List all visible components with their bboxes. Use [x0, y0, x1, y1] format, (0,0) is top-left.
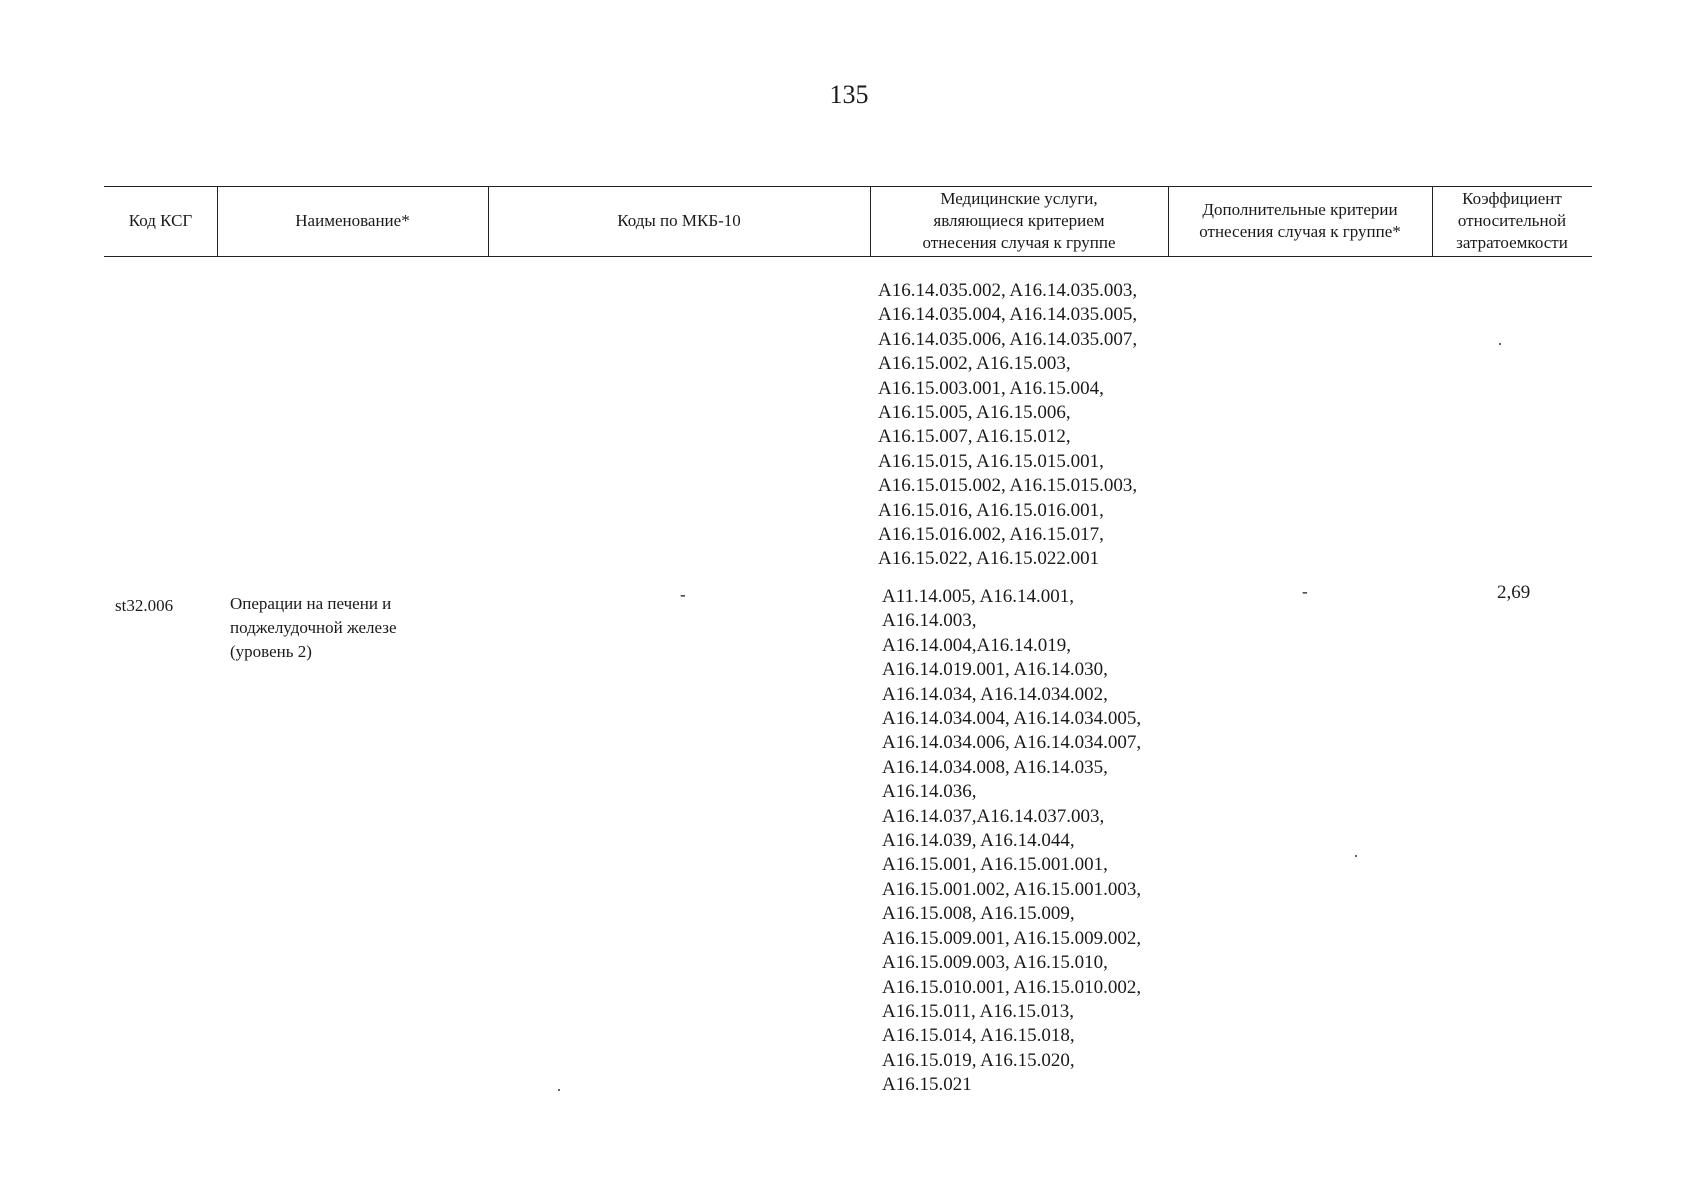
- row-code: st32.006: [115, 596, 174, 615]
- header-coef-line: Коэффициент: [1462, 189, 1562, 208]
- service-code-line: A16.14.034.004, A16.14.034.005,: [882, 708, 1142, 730]
- scan-speck: [558, 1089, 560, 1091]
- page-number: 135: [829, 80, 869, 109]
- service-code-line: A16.14.004,A16.14.019,: [882, 634, 1071, 656]
- row-services-list: [882, 585, 1141, 1098]
- service-code-line: A16.15.009.003, A16.15.010,: [882, 952, 1108, 974]
- service-code-line: A16.15.010.001, A16.15.010.002,: [882, 976, 1142, 998]
- service-code-line: A16.15.003.001, A16.15.004,: [878, 377, 1104, 399]
- service-code-line: A16.15.005, A16.15.006,: [878, 402, 1071, 424]
- header-name: Наименование*: [295, 211, 410, 230]
- service-code-line: A16.15.002, A16.15.003,: [878, 353, 1071, 375]
- header-coef-line: относительной: [1457, 211, 1567, 230]
- service-code-line: A16.14.019.001, A16.14.030,: [882, 659, 1108, 681]
- row-extra: -: [1302, 582, 1308, 601]
- service-code-line: A16.14.034.008, A16.14.035,: [882, 756, 1108, 778]
- header-code: Код КСГ: [128, 211, 193, 230]
- service-code-line: A16.14.034, A16.14.034.002,: [882, 683, 1108, 705]
- header-extra: [1168, 186, 1432, 256]
- service-code-line: A16.15.007, A16.15.012,: [878, 426, 1071, 448]
- continued-services-list: [878, 279, 1137, 572]
- header-extra-line: отнесения случая к группе*: [1199, 222, 1401, 241]
- service-code-line: A16.15.011, A16.15.013,: [882, 1000, 1074, 1022]
- service-code-line: A16.15.008, A16.15.009,: [882, 903, 1075, 925]
- service-code-line: A16.14.035.002, A16.14.035.003,: [878, 280, 1138, 301]
- service-code-line: A16.14.036,: [882, 781, 977, 803]
- service-code-line: A16.15.022, A16.15.022.001: [878, 548, 1100, 570]
- row-name-line: Операции на печени и: [230, 594, 392, 613]
- service-code-line: A16.15.016.002, A16.15.017,: [878, 524, 1104, 546]
- service-code-line: A16.15.015.002, A16.15.015.003,: [878, 475, 1138, 497]
- header-services-line: являющиеся критерием: [933, 211, 1105, 230]
- scan-speck: [1499, 343, 1501, 345]
- header-services-line: Медицинские услуги,: [940, 189, 1098, 208]
- service-code-line: A16.15.001.002, A16.15.001.003,: [882, 878, 1142, 900]
- service-code-line: A16.15.016, A16.15.016.001,: [878, 499, 1104, 521]
- service-code-line: A16.15.019, A16.15.020,: [882, 1049, 1075, 1071]
- service-code-line: A16.15.015, A16.15.015.001,: [878, 450, 1104, 472]
- header-bottom-rule: [104, 256, 1592, 257]
- service-code-line: A16.14.037,A16.14.037.003,: [882, 805, 1105, 827]
- service-code-line: A16.14.034.006, A16.14.034.007,: [882, 732, 1142, 754]
- service-code-line: A16.15.021: [882, 1074, 972, 1096]
- service-code-line: A16.15.009.001, A16.15.009.002,: [882, 927, 1142, 949]
- row-icd: -: [680, 585, 686, 604]
- row-coef: 2,69: [1497, 582, 1531, 603]
- scan-speck: [1355, 855, 1357, 857]
- row-name-line: (уровень 2): [230, 642, 312, 661]
- header-extra-line: Дополнительные критерии: [1202, 200, 1398, 219]
- header-services: [870, 186, 1168, 256]
- header-services-line: отнесения случая к группе: [922, 233, 1116, 252]
- header-icd: Коды по МКБ-10: [617, 211, 741, 230]
- service-code-line: A16.15.014, A16.15.018,: [882, 1025, 1075, 1047]
- header-coef: [1432, 186, 1592, 256]
- service-code-line: A16.15.001, A16.15.001.001,: [882, 854, 1108, 876]
- row-name-line: поджелудочной железе: [230, 618, 397, 637]
- service-code-line: A16.14.035.006, A16.14.035.007,: [878, 328, 1138, 350]
- service-code-line: A11.14.005, A16.14.001,: [882, 586, 1074, 607]
- service-code-line: A16.14.039, A16.14.044,: [882, 830, 1075, 852]
- row-name: [230, 592, 397, 664]
- header-coef-line: затратоемкости: [1456, 233, 1568, 252]
- service-code-line: A16.14.003,: [882, 610, 977, 632]
- service-code-line: A16.14.035.004, A16.14.035.005,: [878, 304, 1138, 326]
